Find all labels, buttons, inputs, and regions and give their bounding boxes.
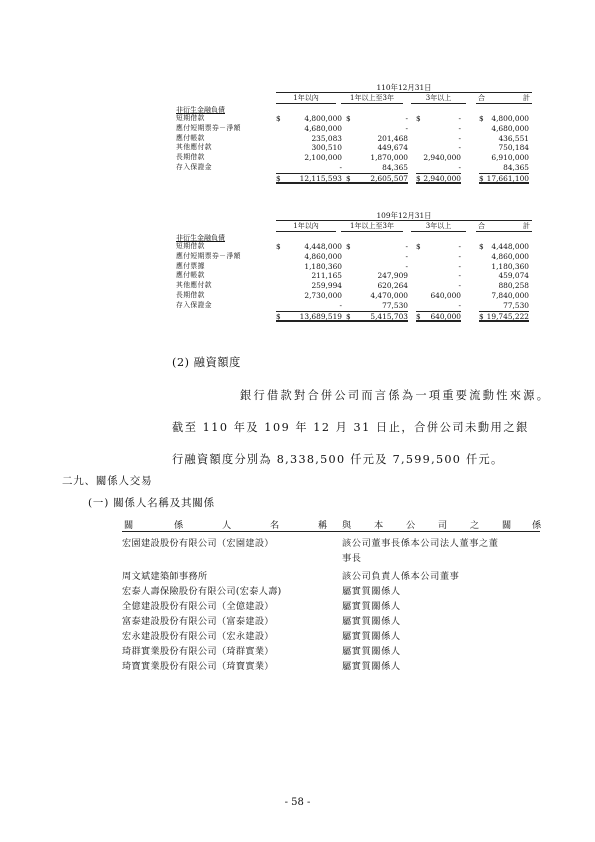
cell-number: 300,510	[311, 143, 342, 153]
cell-number: 13,689,519	[299, 311, 342, 321]
page-number: - 58 -	[284, 797, 311, 808]
cell-number: 1,180,360	[304, 261, 342, 271]
value-cell	[276, 291, 352, 301]
currency-sign: $	[276, 173, 281, 183]
party-name: 周文斌建築師事務所	[122, 571, 208, 582]
relationship: 屬實質關係人	[342, 601, 401, 612]
cell-number: -	[405, 251, 408, 261]
value-cell	[416, 114, 461, 124]
cell-number: -	[458, 114, 461, 123]
related-party-row	[122, 613, 540, 628]
value-cell	[479, 271, 529, 281]
value-cell	[479, 252, 529, 262]
cell-number: -	[458, 281, 461, 291]
cell-number: 7,840,000	[491, 291, 529, 300]
value-cell	[479, 281, 529, 291]
currency-sign: $	[416, 311, 421, 321]
value-cell	[346, 281, 408, 291]
cell-number: 449,674	[377, 143, 408, 153]
col-header: 1年以內	[276, 221, 336, 232]
currency-sign: $	[346, 311, 351, 321]
value-cell	[346, 114, 408, 124]
value-cell	[276, 242, 352, 252]
cell-number: 750,184	[498, 143, 529, 153]
cell-number: -	[458, 163, 461, 172]
related-party-row	[122, 658, 540, 673]
relationship: 屬實質關係人	[342, 661, 401, 672]
value-cell	[276, 301, 352, 311]
value-cell	[346, 143, 408, 153]
financing-line-3: 行融資額度分別為 8,338,500 仟元及 7,599,500 仟元。	[172, 453, 504, 466]
related-party-row	[122, 535, 540, 550]
cell-number: 459,074	[498, 271, 529, 281]
value-cell	[416, 301, 461, 311]
party-name: 宏泰人壽保險股份有限公司(宏泰人壽)	[122, 586, 282, 597]
value-cell	[416, 291, 461, 301]
cell-number: 2,940,000	[423, 153, 461, 163]
party-name: 琦群實業股份有限公司（琦群實業）	[122, 646, 274, 657]
table-row	[176, 163, 540, 173]
party-name: 宏永建設股份有限公司（宏永建設）	[122, 631, 274, 642]
table-row	[176, 134, 540, 144]
cell-number: 4,470,000	[370, 291, 408, 300]
value-cell	[346, 262, 408, 272]
col-header: 1年以內	[276, 93, 336, 104]
value-cell	[479, 134, 529, 144]
value-cell	[416, 242, 461, 252]
value-cell	[346, 301, 408, 311]
cell-number: 2,100,000	[304, 153, 342, 163]
cell-number: -	[458, 242, 461, 251]
value-cell	[346, 291, 408, 301]
value-cell	[346, 252, 408, 262]
currency-sign: $	[276, 114, 281, 123]
table-row	[176, 291, 540, 301]
related-party-row	[122, 568, 540, 583]
currency-sign: $	[479, 173, 484, 183]
value-cell	[276, 124, 352, 134]
currency-sign: $	[346, 114, 351, 123]
cell-number: -	[458, 133, 461, 143]
cell-number: 1,180,360	[491, 261, 529, 271]
table-row	[176, 262, 540, 272]
cell-number: 17,661,100	[486, 173, 529, 183]
cell-number: 4,860,000	[304, 251, 342, 261]
value-cell	[416, 124, 461, 134]
cell-number: -	[405, 261, 408, 271]
currency-sign: $	[346, 242, 351, 251]
cell-number: -	[405, 123, 408, 133]
cell-number: -	[458, 123, 461, 133]
total-row	[176, 173, 540, 183]
value-cell	[346, 124, 408, 134]
cell-number: 2,730,000	[304, 291, 342, 300]
row-label: 應付帳款	[176, 271, 205, 280]
value-cell	[346, 134, 408, 144]
row-label: 存入保證金	[176, 163, 212, 171]
value-cell	[276, 173, 352, 185]
cell-number: 235,083	[311, 133, 342, 143]
cell-number: 247,909	[377, 271, 408, 281]
value-cell	[479, 311, 529, 323]
value-cell	[416, 252, 461, 262]
currency-sign: $	[346, 173, 351, 183]
table-header: 關 係 人 名 稱 與 本 公 司 之 關 係	[122, 517, 540, 532]
cell-number: -	[458, 143, 461, 153]
value-cell	[276, 271, 352, 281]
value-cell	[346, 173, 408, 185]
table-row	[176, 143, 540, 153]
cell-number: 12,115,593	[299, 173, 342, 183]
cell-number: 84,365	[382, 163, 408, 172]
related-party-row	[122, 628, 540, 643]
value-cell	[479, 163, 529, 173]
cell-number: 6,910,000	[491, 153, 529, 163]
cell-number: 640,000	[430, 291, 461, 300]
relationship: 屬實質關係人	[342, 631, 401, 642]
col-header-total: 合 計	[478, 94, 530, 102]
cell-number: 259,994	[311, 281, 342, 291]
value-cell	[416, 143, 461, 153]
row-label: 應付短期票券－淨額	[176, 251, 241, 260]
table-period: 109年12月31日	[376, 211, 432, 220]
value-cell	[276, 281, 352, 291]
relationship-continued: 事長	[342, 553, 362, 564]
related-party-row-continued	[122, 550, 540, 565]
table-row	[176, 301, 540, 311]
cell-number: 84,365	[503, 163, 529, 172]
total-row	[176, 311, 540, 321]
party-name: 全億建設股份有限公司（全億建設）	[122, 601, 274, 612]
cell-number: 4,860,000	[491, 251, 529, 261]
value-cell	[479, 143, 529, 153]
party-name: 富泰建設股份有限公司（富泰建設）	[122, 616, 274, 627]
cell-number: 4,680,000	[491, 123, 529, 133]
table-row	[176, 114, 540, 124]
cell-number: 640,000	[430, 311, 461, 321]
table-period: 110年12月31日	[376, 83, 432, 92]
row-label: 短期借款	[176, 114, 205, 122]
cell-number: 4,680,000	[304, 123, 342, 133]
related-party-row	[122, 583, 540, 598]
table-row	[176, 281, 540, 291]
value-cell	[346, 163, 408, 173]
value-cell	[276, 134, 352, 144]
value-cell	[416, 163, 461, 173]
currency-sign: $	[479, 242, 484, 251]
cell-number: 77,530	[503, 300, 529, 310]
value-cell	[346, 153, 408, 163]
cell-number: 77,530	[382, 300, 408, 310]
relationship: 屬實質關係人	[342, 646, 401, 657]
cell-number: 4,448,000	[304, 242, 342, 251]
value-cell	[479, 262, 529, 272]
cell-number: -	[405, 242, 408, 251]
currency-sign: $	[276, 311, 281, 321]
value-cell	[479, 291, 529, 301]
cell-number: 211,165	[311, 271, 342, 281]
row-label: 其他應付款	[176, 281, 212, 290]
value-cell	[479, 173, 529, 185]
value-cell	[276, 114, 352, 124]
value-cell	[416, 134, 461, 144]
relationship: 該公司負責人係本公司董事	[342, 571, 460, 582]
section-label: 非衍生金融負債	[176, 234, 225, 242]
currency-sign: $	[479, 114, 484, 123]
cell-number: 19,745,222	[486, 311, 529, 321]
related-party-row	[122, 643, 540, 658]
cell-number: 1,870,000	[370, 153, 408, 163]
cell-number: 4,800,000	[304, 114, 342, 123]
party-name: 宏園建設股份有限公司（宏園建設）	[122, 538, 274, 549]
cell-number: 4,800,000	[491, 114, 529, 123]
value-cell	[346, 242, 408, 252]
row-label: 應付帳款	[176, 133, 205, 142]
value-cell	[416, 173, 461, 185]
relationship: 屬實質關係人	[342, 616, 401, 627]
cell-number: 2,940,000	[423, 173, 461, 183]
table-row	[176, 124, 540, 134]
cell-number: -	[458, 271, 461, 281]
section-label: 非衍生金融負債	[176, 106, 225, 114]
value-cell	[276, 163, 352, 173]
value-cell	[416, 262, 461, 272]
value-cell	[276, 143, 352, 153]
col-header: 3年以上	[411, 221, 466, 232]
relationship: 屬實質關係人	[342, 586, 401, 597]
cell-number: 436,551	[498, 133, 529, 143]
value-cell	[416, 281, 461, 291]
table-row	[176, 242, 540, 252]
value-cell	[346, 311, 408, 323]
currency-sign: $	[416, 173, 421, 183]
currency-sign: $	[276, 242, 281, 251]
value-cell	[416, 153, 461, 163]
row-label: 長期借款	[176, 291, 205, 299]
financing-line-2: 截至 110 年及 109 年 12 月 31 日止，合併公司未動用之銀	[172, 421, 529, 434]
row-label: 應付短期票券－淨額	[176, 123, 241, 132]
cell-number: 4,448,000	[491, 242, 529, 251]
financing-heading: (2) 融資額度	[172, 356, 241, 369]
cell-number: -	[405, 114, 408, 123]
value-cell	[276, 311, 352, 323]
value-cell	[416, 271, 461, 281]
row-label: 應付票據	[176, 261, 205, 270]
party-name: 琦寶實業股份有限公司（琦寶實業）	[122, 661, 274, 672]
col-header: 1年以上至3年	[341, 221, 403, 232]
table-row	[176, 153, 540, 163]
row-label: 長期借款	[176, 153, 205, 162]
value-cell	[346, 271, 408, 281]
value-cell	[276, 153, 352, 163]
value-cell	[479, 301, 529, 311]
col-header: 3年以上	[411, 93, 466, 104]
value-cell	[479, 124, 529, 134]
cell-number: -	[458, 251, 461, 261]
relationship: 該公司董事長係本公司法人董事之董	[342, 538, 499, 549]
cell-number: -	[339, 163, 342, 172]
currency-sign: $	[416, 114, 421, 123]
cell-number: -	[458, 261, 461, 271]
value-cell	[276, 262, 352, 272]
cell-number: 201,468	[377, 133, 408, 143]
cell-number: -	[339, 300, 342, 310]
table-row	[176, 271, 540, 281]
financing-line-1: 銀行借款對合併公司而言係為一項重要流動性來源。	[240, 389, 551, 402]
cell-number: 5,415,703	[370, 311, 408, 321]
currency-sign: $	[416, 242, 421, 251]
table-row	[176, 252, 540, 262]
row-label: 短期借款	[176, 242, 205, 250]
currency-sign: $	[479, 311, 484, 321]
cell-number: 2,605,507	[370, 173, 408, 183]
row-label: 其他應付款	[176, 143, 212, 152]
section-title: 二九、關係人交易	[62, 475, 153, 487]
related-party-row	[122, 598, 540, 613]
sub-title: (一) 關係人名稱及其關係	[88, 497, 215, 509]
value-cell	[479, 153, 529, 163]
cell-number: 880,258	[498, 281, 529, 291]
row-label: 存入保證金	[176, 300, 212, 309]
col-header: 1年以上至3年	[341, 93, 403, 104]
cell-number: -	[458, 300, 461, 310]
value-cell	[276, 252, 352, 262]
col-header-total: 合 計	[478, 222, 530, 230]
cell-number: 620,264	[377, 281, 408, 291]
value-cell	[479, 242, 529, 252]
value-cell	[479, 114, 529, 124]
value-cell	[416, 311, 461, 323]
